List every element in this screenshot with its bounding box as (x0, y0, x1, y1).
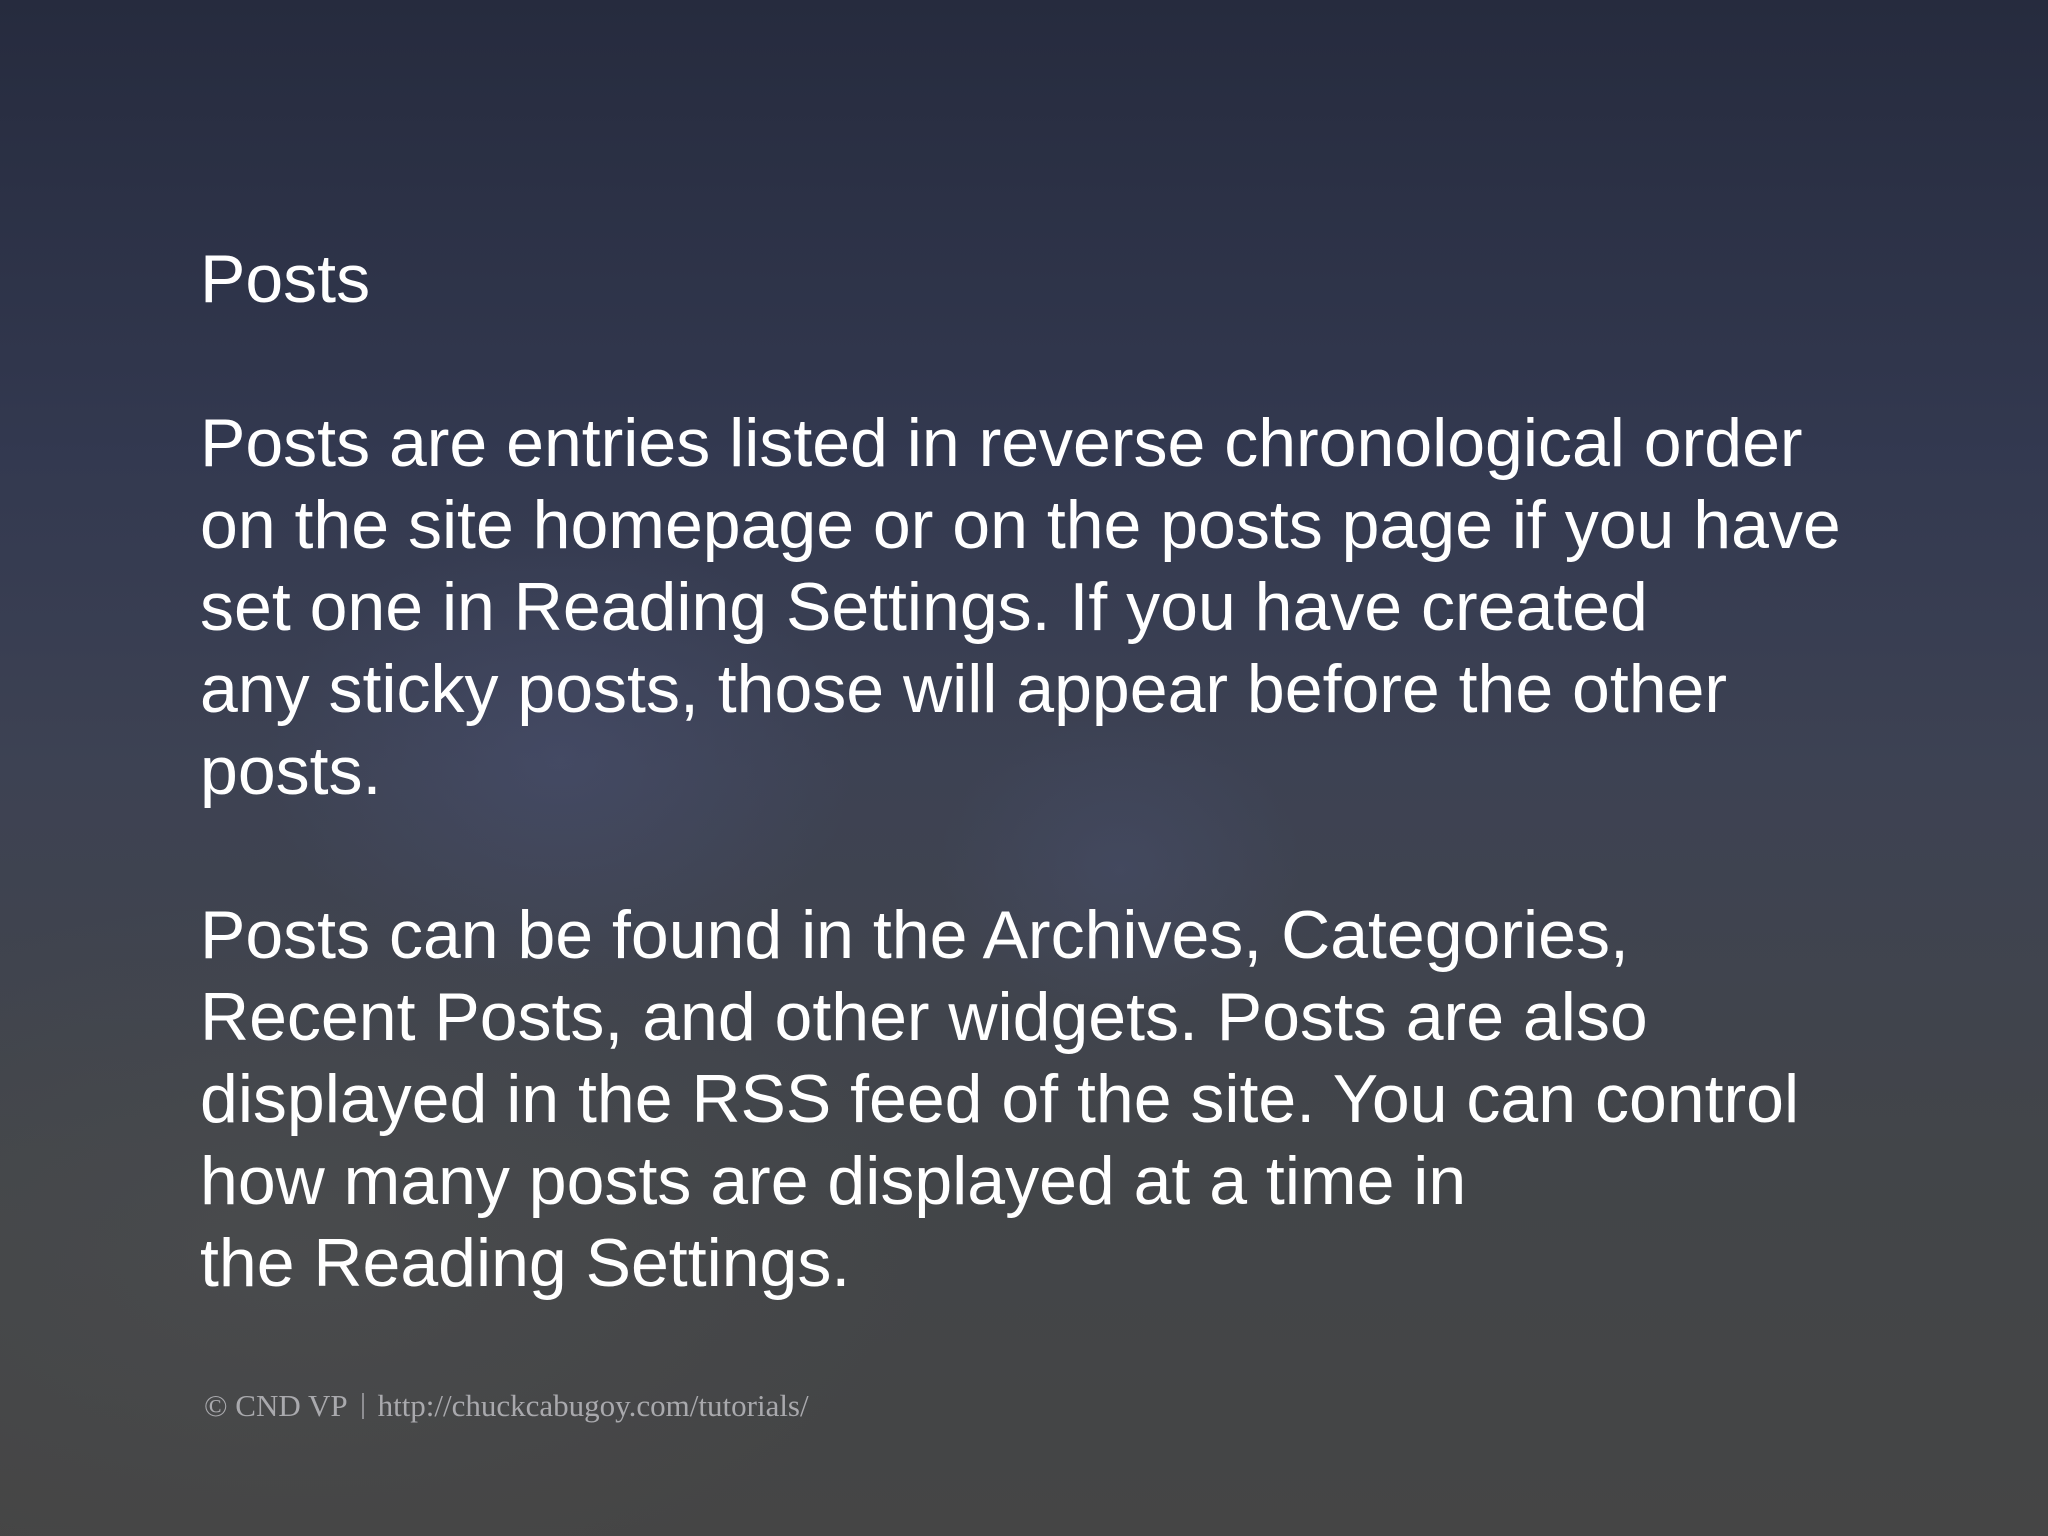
paragraph-line: Posts can be found in the Archives, Categories, (200, 897, 1629, 973)
paragraph-line: Recent Posts, and other widgets. Posts are also (200, 979, 1648, 1055)
paragraph-line: how many posts are displayed at a time in (200, 1143, 1467, 1219)
slide-text (200, 238, 1920, 1304)
paragraph-line: posts. (200, 733, 382, 809)
paragraph-line: the Reading Settings. (200, 1225, 851, 1301)
footer-url: http://chuckcabugoy.com/tutorials/ (377, 1388, 809, 1423)
slide-title: Posts (200, 241, 371, 317)
footer-separator (362, 1393, 364, 1419)
paragraph-line: Posts are entries listed in reverse chronological order (200, 405, 1803, 481)
paragraph-posts-location (200, 894, 1920, 1304)
slide-footer (204, 1388, 809, 1424)
paragraph-line: any sticky posts, those will appear before the other (200, 651, 1728, 727)
paragraph-line: set one in Reading Settings. If you have created (200, 569, 1648, 645)
paragraph-line: on the site homepage or on the posts page if you have (200, 487, 1841, 563)
copyright-text: © CND VP (204, 1388, 348, 1423)
paragraph-posts-definition (200, 402, 1920, 812)
paragraph-line: displayed in the RSS feed of the site. You can control (200, 1061, 1800, 1137)
